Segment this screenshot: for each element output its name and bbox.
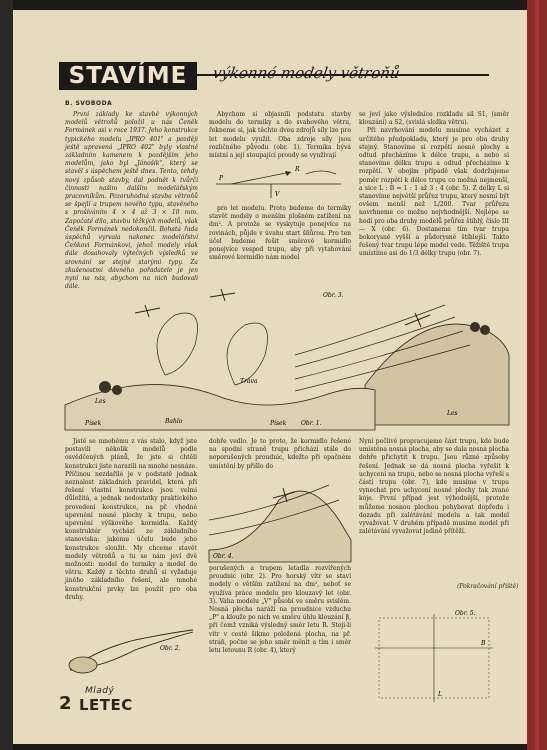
- magazine-logo-main: LETEC: [79, 696, 133, 714]
- magazine-logo-small: Mladý: [85, 686, 115, 696]
- author-name: B. SVOBODA: [65, 100, 113, 107]
- fig5-label-b: B: [481, 640, 486, 647]
- thermal-loop-1: [157, 313, 198, 375]
- column2-bottom2-text: porušených a trupem letadla rozvířených proudnic (obr. 2). Pro horský vítr se staví modely o větším zatížení na dm², neboť se využívá práce modelu pro klouzavý let (obr. 3). Váha modelu „V" působí ve směru svislém. Nosná plocha naráží na proudnice vzduchu „P" a klouže po nich ve směru úhlu klouzání β, při čemž vzniká výsledný směr letu R. Stoji-li vítr v cestě šikmo položená plocha, na př. stráň, počne se jeho směr měnit a tím i směr letu letounu R (obr. 4), který: [209, 565, 351, 655]
- fig2-nose: [69, 657, 97, 673]
- label-obr3: Obr. 3.: [323, 292, 344, 299]
- article-title: STAVÍME: [59, 62, 197, 90]
- column3-bottom: [359, 438, 509, 536]
- figure5-diagram: [359, 608, 509, 706]
- magazine-page: [13, 10, 527, 744]
- thermal-loop-2: [227, 323, 268, 385]
- label-bahlo: Bahlo: [165, 418, 183, 425]
- label-les-2: Les: [447, 410, 458, 417]
- column2-bottom: [209, 438, 351, 471]
- fig1-label-r: R: [295, 166, 300, 173]
- fig1-glide-line: [231, 172, 291, 184]
- fig2-label: Obr. 2.: [160, 645, 181, 652]
- column1-body: [65, 438, 197, 602]
- label-les: Les: [95, 398, 106, 405]
- fig4-label: Obr. 4.: [213, 553, 234, 560]
- fig1-label-v: V: [275, 191, 280, 198]
- tree-2: [112, 385, 122, 395]
- article-subtitle: výkonné modely větroňů: [211, 64, 402, 82]
- fig4-hill: [209, 491, 351, 562]
- fig1-label-p: P: [219, 175, 224, 182]
- column2-bottom-text: dobře vedlo. Je to proto, že kormidlo řešené na spodní straně trupu přichází stále do neporušených proudnic, kdežto při opačném umístění by přišlo do: [209, 438, 351, 470]
- column1-body-text: Jistě se mnohému z vás stalo, když jste postavili několik modelů podle osvědčených plánů, že jste si chtěli konstrukci jiste narazili na mnohé nesnáze. Příčinou nezdařilé je v podstatě jednak neznalost základních pravidel, která při řešení vlastní konstrukce jsou velmi důležitá, a jednak nedostatky praktického provedení konstrukce, na př. vhodné upevnění nosné plochy k trupu, nebo upevnění výškového kormidla. Každý konstruktér vychází ze základního stanoviska: jakému účelu bude jeho konstrukce sloužit. My chceme stavět modely větroňů a tu se nám jeví dvě možnosti: model do termiky a model do větru. Každý z těchto druhů si vyžaduje jiného základního řešení, ale mnohé konstrukční prvky lze použít pro oba druhy.: [65, 438, 197, 601]
- figure2-diagram: [65, 610, 197, 680]
- column3-p2-text: Při navrhování modelu musíme vycházet z určitého předpokladu, který je pro oba druhy stejný. Stanovíme si rozpětí nosné plochy a odtud přecházíme k délce trupu, a nebo si stanovíme délku trupu a odtud přecházíme k rozpětí. V obojím případě však dodržujeme poměr rozpětí k délce trupu co možná nejmenší, a sice L : B = 1 : 1 až 3 : 4 (obr. 5). Z délky L si stanovíme největší průřez trupu, který nesmí být ovšem menší než L/200. Tvar průřezu navrhneme co možno nejvhodnější. Nejlépe se hodí pro oba druhy modelů průřez štíhlý, číslo III — X (obr. 6). Dostaneme tím tvar trupu bokorysně vyšší a půdorysně štíhlejší. Takto řešený tvar trupu lépe model vede. Těžiště trupu umístíme asi do 1/3 délky trupu (obr. 7).: [359, 127, 509, 258]
- page-number: 2: [59, 693, 72, 714]
- magazine-logo: [79, 686, 133, 714]
- label-pisek: Písek: [85, 420, 102, 427]
- column2-top-text: Abychom si objasnili podstatu stavby modelu do termiky a do svahového větru, řekneme si, jak těchto dvou zdrojů síly lze pro let modelu využít. Oba zdroje síly jsou rozličného původu (obr. 1). Termika bývá místní a její stoupající proudy se využívají: [209, 111, 351, 160]
- fig5-label-l: L: [438, 691, 442, 698]
- page-edge: [0, 0, 13, 750]
- intro-text: První základy ke stavbě výkonných modelů větroňů položil u nás Čeněk Formánek asi v roce 1937. Jeho konstrukce typického modelu „IPRO 401" a později ještě upravená „IPRO 402" byly vlastně základním kamenem k pozdějším jeho modelům, jako byl „Jánošík", který se stavěl s úspěchem ještě dnes. Tento, tehdy nový způsob stavby, dal podnět k tvůrčí činnosti našim dalším modelářským pracovníkům. Pozoruhodná stavba větroňů se špejlí a trupem nového typu, stavěného s prošíváním 4 × 4 až 3 × 10 mm. Započaté dílo, stavbu těžkých modelů, však Čeněk Formánek nedokončil. Bohatá řada úspěchů vyrvala nakonec modelářství Čeňkovi Formánkovi, jehož modely však dále dosahovaly výtečných výsledků ve srovnání se stejně starými typy. Za zkušenostmi dávného pořadatele je jen nyní na nás, abychom na nich budovali dále.: [65, 111, 198, 291]
- tree-4: [480, 325, 490, 335]
- intro-paragraph: [65, 111, 198, 291]
- continued-note: (Pokračování příště): [457, 583, 519, 590]
- column3-bottom-text: Nyní pečlivě propracujeme část trupu, kde bude umístěna nosná plocha, aby se dala nosná plocha dobře přichytit k trupu. Jsou různé způsoby řešení. Jednak se dá nosná plocha vyřešit k uchycení na trupu, nebo se nosná plocha vyřeší s částí trupu (obr. 7), kde musíme v trupu vynechat pro uchycení nosné plochy tak zvané kóje. První případ jest výhodnější, protože můžeme nosnou plochou pohybovat dopředu i dozadu při zalétávání modelu a tak model vyvažovat. V druhém případě musíme model při zalétávání vyvažovat jedině přítěží.: [359, 438, 509, 536]
- label-trava: Tráva: [240, 378, 258, 385]
- tree-1: [99, 381, 111, 393]
- fig1-wing: [306, 171, 336, 174]
- column2-mid-text: pro let modelu. Proto budeme do termiky stavět modely o menším plošném zatížení na dm². A protože se vyskytuje ponejvíce na rovinách, půjde v úvahu start šňůrou. Pro ten účel budeme řešit směrové kormidlo ponejvíce vespod trupu, aby při vytahování směrové kormidlo nám model: [209, 205, 351, 262]
- glider-2: [210, 289, 235, 301]
- column2-bottom2: [209, 565, 351, 655]
- ground-left: [65, 385, 375, 430]
- fig5-label: Obr. 5.: [455, 610, 476, 617]
- column3-top: [359, 111, 509, 259]
- label-pisek-2: Písek: [270, 420, 287, 427]
- label-obr1: Obr. 1.: [301, 420, 322, 427]
- terrain-illustration: [65, 275, 509, 430]
- binding-stripe: [535, 0, 539, 750]
- column2-top: [209, 111, 351, 160]
- glider-1: [135, 305, 160, 317]
- column3-top-text: se jeví jako výsledníce rozkladu sil S1, (směr klouzání) a S2, (svislá složka větru).: [359, 111, 509, 127]
- column2-mid: [209, 205, 351, 262]
- fig1-arrowhead: [285, 171, 291, 176]
- tree-3: [470, 322, 480, 332]
- figure1-diagram: [211, 162, 351, 202]
- figure4-diagram: [209, 480, 351, 562]
